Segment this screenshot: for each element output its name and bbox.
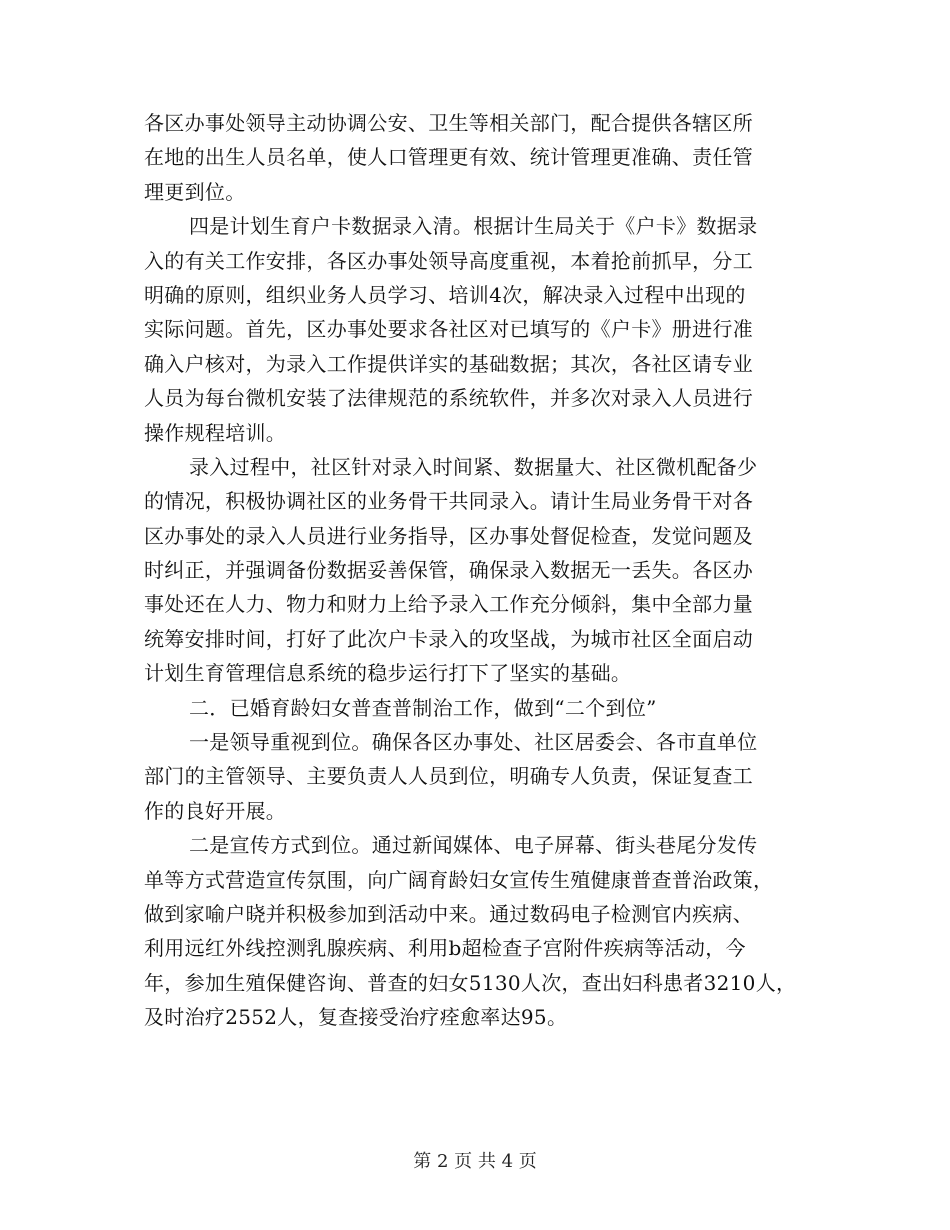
text-line: 及时治疗2552人，复查接受治疗痊愈率达95。: [144, 1005, 568, 1030]
text-line: 统筹安排时间，打好了此次户卡录入的攻坚战，为城市社区全面启动: [144, 626, 753, 651]
text-line: 事处还在人力、物力和财力上给予录入工作充分倾斜，集中全部力量: [144, 592, 753, 617]
text-line: 入的有关工作安排，各区办事处领导高度重视，本着抢前抓早，分工: [144, 248, 753, 273]
text-line: 区办事处的录入人员进行业务指导，区办事处督促检查，发觉问题及: [144, 523, 753, 548]
text-line: 时纠正，并强调备份数据妥善保管，确保录入数据无一丢失。各区办: [144, 558, 753, 583]
text-line: 实际问题。首先，区办事处要求各社区对已填写的《户卡》册进行准: [144, 317, 753, 342]
text-line: 部门的主管领导、主要负责人人员到位，明确专人负责，保证复查工: [144, 764, 753, 789]
text-line: 各区办事处领导主动协调公安、卫生等相关部门，配合提供各辖区所: [144, 111, 753, 135]
text-line: 操作规程培训。: [144, 420, 287, 445]
text-line: 作的良好开展。: [144, 798, 287, 823]
text-line: 明确的原则，组织业务人员学习、培训4次，解决录入过程中出现的: [144, 282, 746, 307]
paragraph-start-line: 二是宣传方式到位。通过新闻媒体、电子屏幕、街头巷尾分发传: [189, 833, 758, 858]
text-line: 利用远红外线控测乳腺疾病、利用b超检查子宫附件疾病等活动，今: [144, 936, 746, 961]
section-heading: 二．已婚育龄妇女普查普制治工作，做到“二个到位”: [189, 695, 657, 720]
text-line: 的情况，积极协调社区的业务骨干共同录入。请计生局业务骨干对各: [144, 489, 753, 514]
text-line: 计划生育管理信息系统的稳步运行打下了坚实的基础。: [144, 661, 632, 686]
paragraph-start-line: 录入过程中，社区针对录入时间紧、数据量大、社区微机配备少: [189, 454, 758, 479]
document-body: [144, 106, 844, 1035]
text-line: 年，参加生殖保健咨询、普查的妇女5130人次，查出妇科患者3210人，: [144, 970, 797, 995]
text-line: 在地的出生人员名单，使人口管理更有效、统计管理更准确、责任管: [144, 145, 753, 170]
text-line: 确入户核对，为录入工作提供详实的基础数据；其次，各社区请专业: [144, 351, 753, 376]
text-line: 人员为每台微机安装了法律规范的系统软件，并多次对录入人员进行: [144, 386, 753, 411]
text-line: 单等方式营造宣传氛围，向广阔育龄妇女宣传生殖健康普查普治政策，: [144, 867, 774, 892]
page-footer: 第 2 页 共 4 页: [413, 1151, 537, 1172]
paragraph-start-line: 四是计划生育户卡数据录入清。根据计生局关于《户卡》数据录: [189, 214, 758, 239]
text-line: 做到家喻户晓并积极参加到活动中来。通过数码电子检测官内疾病、: [144, 901, 753, 926]
text-line: 理更到位。: [144, 179, 246, 204]
paragraph-start-line: 一是领导重视到位。确保各区办事处、社区居委会、各市直单位: [189, 730, 758, 755]
